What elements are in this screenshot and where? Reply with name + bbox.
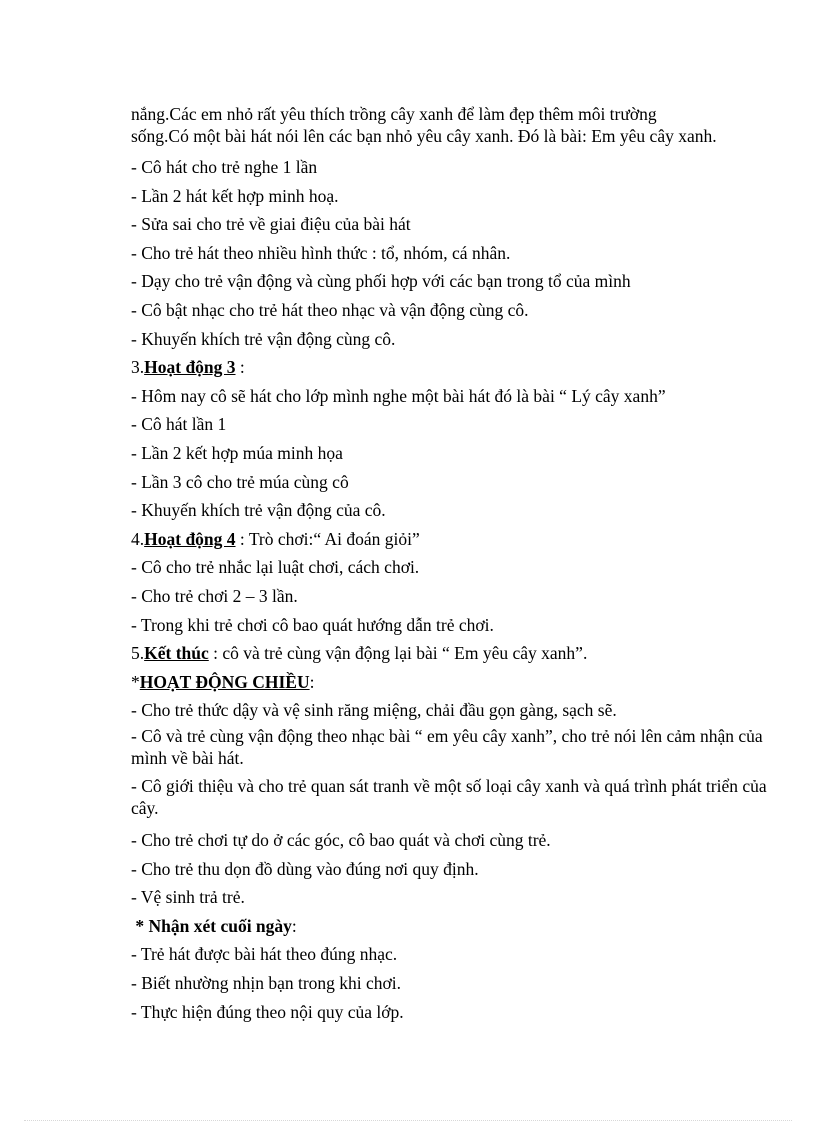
review-title: * Nhận xét cuối ngày (131, 915, 292, 936)
activity-4-number: 4. (131, 528, 145, 549)
document-body (131, 101, 771, 1026)
activity-5-number: 5. (131, 643, 145, 664)
page-bottom-divider (24, 1120, 792, 1121)
list-item: - Cô cho trẻ nhắc lại luật chơi, cách chơi. (131, 557, 420, 578)
review-heading (131, 912, 771, 941)
review-suffix: : (291, 915, 297, 936)
list-item: - Lần 2 kết hợp múa minh họa (131, 442, 343, 463)
list-item: - Cho trẻ thức dậy và vệ sinh răng miệng, chải đầu gọn gàng, sạch sẽ. (131, 700, 617, 721)
intro-paragraph (131, 101, 771, 153)
activity-3-title: Hoạt động 3 (144, 357, 236, 378)
activity-4-heading (131, 525, 771, 554)
list-item: - Cho trẻ hát theo nhiều hình thức : tổ, nhóm, cá nhân. (131, 242, 511, 263)
list-item: - Lần 3 cô cho trẻ múa cùng cô (131, 471, 349, 492)
list-item: - Cô hát lần 1 (131, 414, 227, 435)
activity-5-title: Kết thúc (144, 643, 209, 664)
activity-5-heading (131, 639, 771, 668)
activity-4-title: Hoạt động 4 (144, 528, 236, 549)
list-item: - Cho trẻ chơi 2 – 3 lần. (131, 585, 298, 606)
list-item: - Trẻ hát được bài hát theo đúng nhạc. (131, 944, 398, 965)
list-item: - Dạy cho trẻ vận động và cùng phối hợp với các bạn trong tổ của mình (131, 271, 631, 292)
list-item: - Biết nhường nhịn bạn trong khi chơi. (131, 973, 402, 994)
afternoon-title: HOẠT ĐỘNG CHIỀU (139, 671, 310, 692)
list-item: - Cô và trẻ cùng vận động theo nhạc bài “ em yêu cây xanh”, cho trẻ nói lên cảm nhận của mình về bài hát. (131, 725, 763, 768)
list-item: - Cho trẻ chơi tự do ở các góc, cô bao quát và chơi cùng trẻ. (131, 830, 551, 851)
intro-line-2: sống.Có một bài hát nói lên các bạn nhỏ yêu cây xanh. Đó là bài: Em yêu cây xanh. (131, 126, 717, 146)
activity-4-suffix: : Trò chơi:“ Ai đoán giỏi” (235, 528, 420, 549)
list-item: - Khuyến khích trẻ vận động cùng cô. (131, 328, 396, 349)
list-item: - Sửa sai cho trẻ về giai điệu của bài hát (131, 214, 411, 235)
afternoon-suffix: : (309, 671, 315, 692)
intro-line-1: nắng.Các em nhỏ rất yêu thích trồng cây xanh để làm đẹp thêm môi trường (131, 104, 657, 124)
list-item: - Cô hát cho trẻ nghe 1 lần (131, 157, 318, 177)
list-item: - Vệ sinh trả trẻ. (131, 887, 245, 908)
list-item: - Cho trẻ thu dọn đồ dùng vào đúng nơi quy định. (131, 858, 479, 879)
list-item: - Khuyến khích trẻ vận động của cô. (131, 500, 386, 521)
list-item: - Cô bật nhạc cho trẻ hát theo nhạc và vận động cùng cô. (131, 299, 529, 320)
activity-3-number: 3. (131, 357, 145, 378)
list-item: - Trong khi trẻ chơi cô bao quát hướng dẫn trẻ chơi. (131, 614, 494, 635)
activity-3-suffix: : (235, 357, 245, 378)
activity-3-heading (131, 353, 771, 382)
afternoon-heading (131, 668, 771, 697)
list-item: - Cô giới thiệu và cho trẻ quan sát tranh về một số loại cây xanh và quá trình phát triển của cây. (131, 776, 767, 819)
list-item: - Lần 2 hát kết hợp minh hoạ. (131, 185, 339, 206)
list-item: - Hôm nay cô sẽ hát cho lớp mình nghe một bài hát đó là bài “ Lý cây xanh” (131, 385, 666, 406)
list-item: - Thực hiện đúng theo nội quy của lớp. (131, 1001, 404, 1022)
afternoon-prefix: * (131, 671, 140, 692)
activity-5-suffix: : cô và trẻ cùng vận động lại bài “ Em yêu cây xanh”. (208, 643, 588, 664)
